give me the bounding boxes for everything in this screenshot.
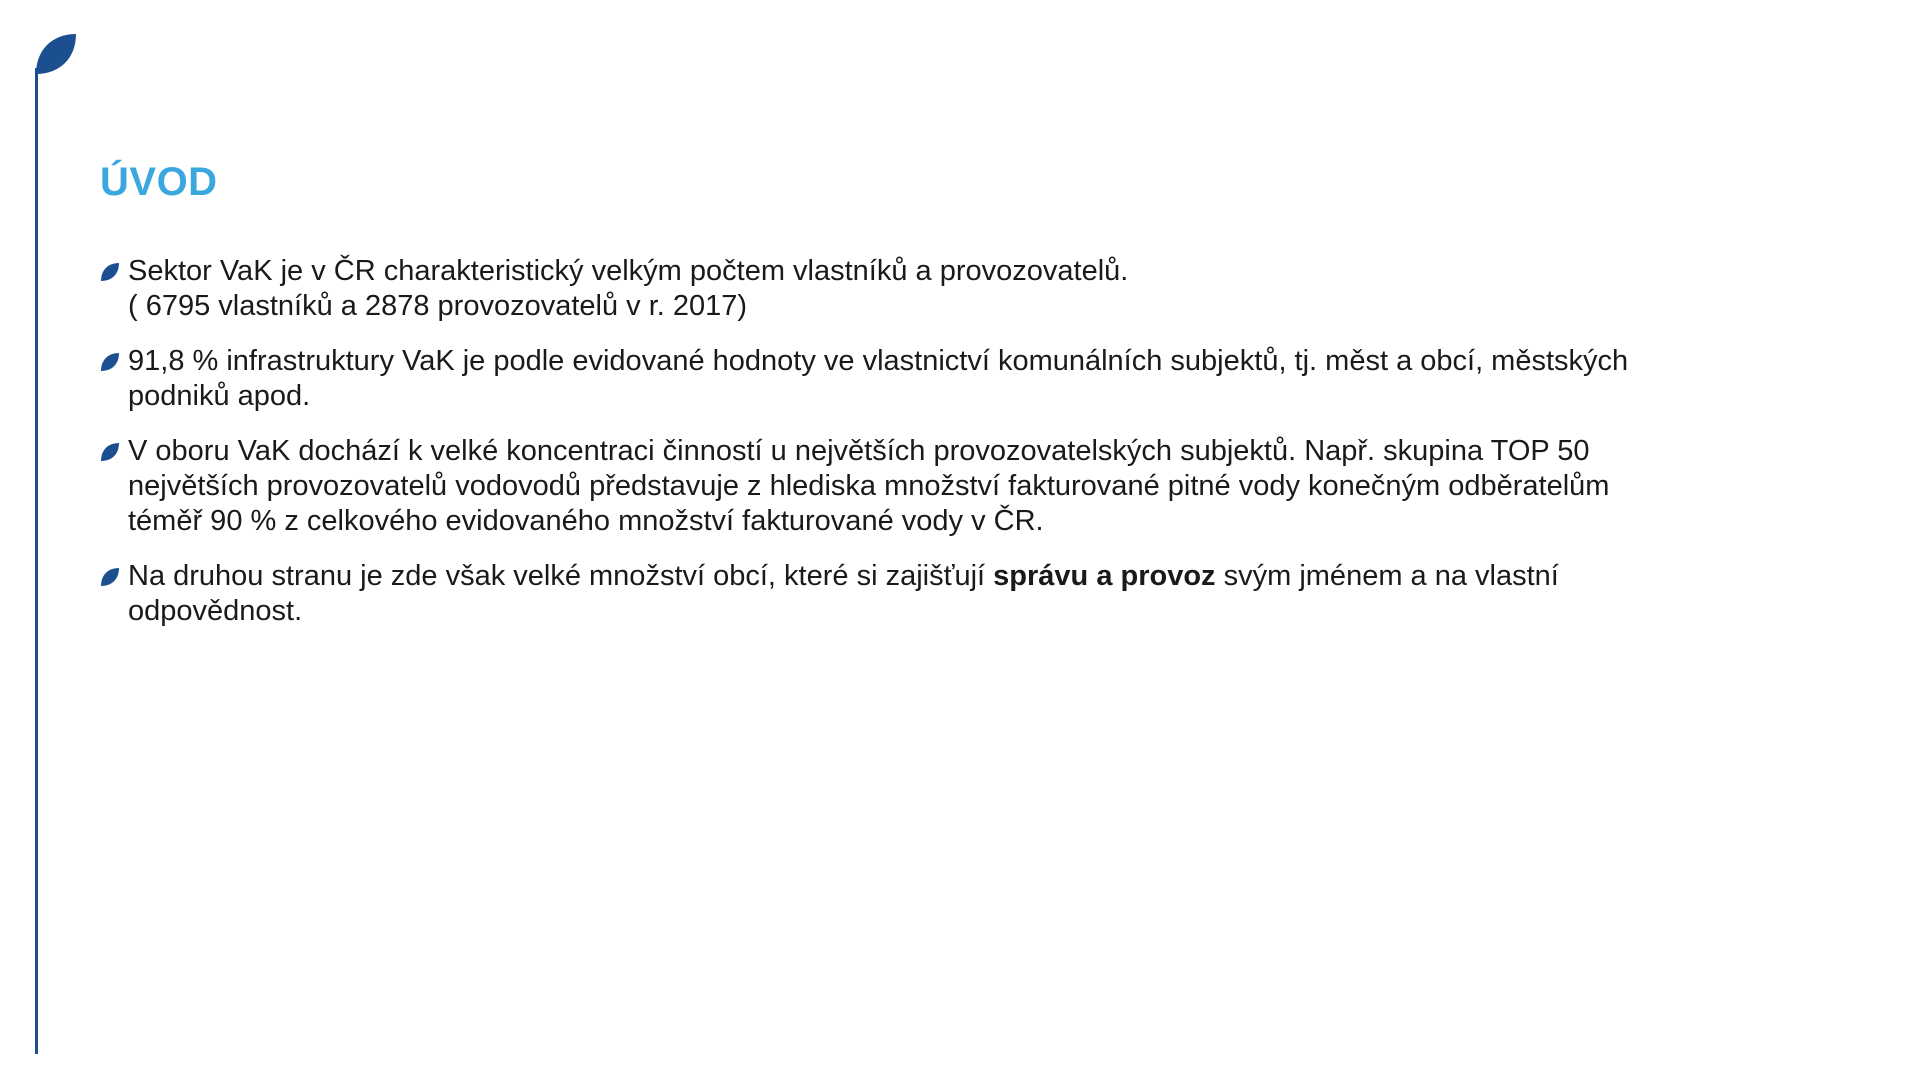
bullet-text-line: téměř 90 % z celkového evidovaného množství fakturované vody v ČR. [128,505,1044,537]
bullet-text-bold: správu a provoz [993,560,1216,592]
bullet-item [100,254,1860,324]
bullet-text-line: V oboru VaK dochází k velké koncentraci činností u největších provozovatelských subjektů. Např. skupina TOP 50 [128,435,1590,467]
bullet-item [100,344,1860,414]
bullet-text-line: 91,8 % infrastruktury VaK je podle evidované hodnoty ve vlastnictví komunálních subjektů, tj. měst a obcí, městských [128,345,1629,377]
leaf-bullet-icon [100,352,120,372]
bullet-text-line: odpovědnost. [128,595,303,627]
leaf-bullet-icon [100,567,120,587]
slide-title: ÚVOD [100,160,218,204]
bullet-text-line [128,559,1860,594]
bullet-item [100,434,1860,539]
bullet-item [100,559,1860,629]
bullet-text: Na druhou stranu je zde však velké množství obcí, které si zajišťují [128,560,994,592]
bullet-text-line: Sektor VaK je v ČR charakteristický velkým počtem vlastníků a provozovatelů. [128,255,1129,287]
leaf-bullet-icon [100,262,120,282]
bullet-text: svým jménem a na vlastní [1215,560,1559,592]
leaf-bullet-icon [100,442,120,462]
bullet-text-line: ( 6795 vlastníků a 2878 provozovatelů v r. 2017) [128,290,748,322]
bullet-list [100,254,1860,649]
brand-vertical-line [35,68,38,1054]
leaf-icon [34,32,78,76]
bullet-text-line: největších provozovatelů vodovodů představuje z hlediska množství fakturované pitné vody konečným odběratelům [128,470,1610,502]
bullet-text-line: podniků apod. [128,380,311,412]
